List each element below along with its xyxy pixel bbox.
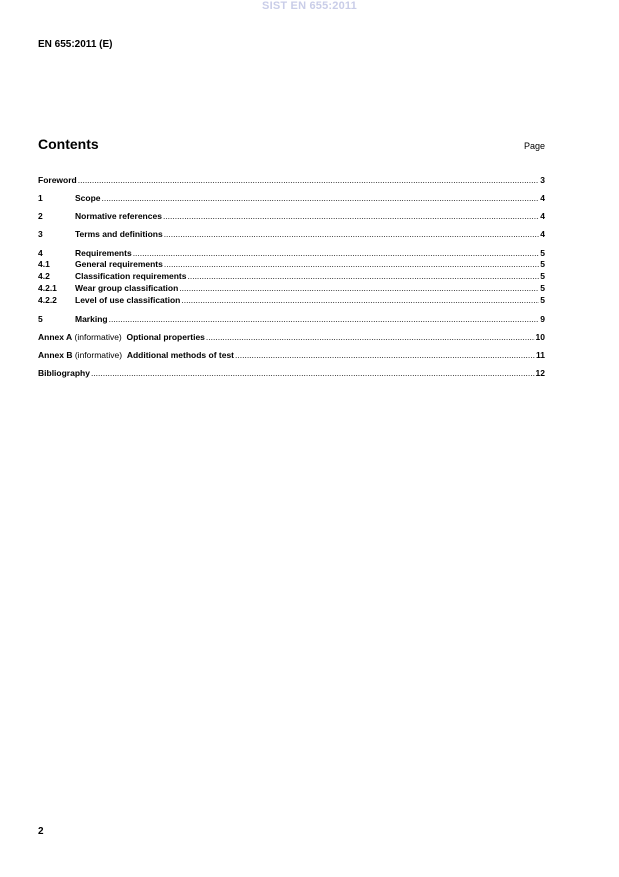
- toc-number: 4.2.1: [38, 283, 57, 293]
- toc-title: [38, 332, 205, 342]
- toc-entry-classification-requirements[interactable]: [38, 271, 545, 281]
- toc-entry-normative-references[interactable]: [38, 211, 545, 221]
- toc-leader: [206, 332, 535, 342]
- toc-leader: [235, 350, 535, 360]
- toc-number: 4.1: [38, 259, 50, 269]
- toc-title: Wear group classification: [75, 283, 179, 293]
- toc-leader: [164, 259, 539, 269]
- toc-number: 4: [38, 248, 43, 258]
- toc-entry-marking[interactable]: [38, 314, 545, 324]
- toc-leader: [78, 175, 540, 185]
- annex-title: Optional properties: [126, 332, 205, 342]
- toc-page: 5: [540, 283, 545, 293]
- toc-title: Level of use classification: [75, 295, 181, 305]
- toc-leader: [181, 295, 539, 305]
- annex-label: Annex B: [38, 350, 73, 360]
- toc-page: 5: [540, 271, 545, 281]
- toc-title: Classification requirements: [75, 271, 187, 281]
- annex-type: (informative): [72, 332, 127, 342]
- toc-entry-annex-b[interactable]: [38, 350, 545, 360]
- toc-entry-wear-group-classification[interactable]: [38, 283, 545, 293]
- toc-entry-foreword[interactable]: [38, 175, 545, 185]
- contents-heading: Contents: [38, 136, 99, 152]
- toc-page: 5: [540, 259, 545, 269]
- toc-leader: [164, 229, 540, 239]
- toc-entry-scope[interactable]: [38, 193, 545, 203]
- toc-number: 3: [38, 229, 43, 239]
- toc-page: 4: [540, 193, 545, 203]
- toc-page: 10: [535, 332, 545, 342]
- toc-leader: [91, 368, 535, 378]
- watermark: SIST EN 655:2011: [262, 0, 357, 12]
- toc-page: 5: [540, 248, 545, 258]
- document-id: EN 655:2011 (E): [38, 39, 113, 50]
- page-number: 2: [38, 826, 44, 837]
- toc-title: General requirements: [75, 259, 163, 269]
- toc-title: [38, 350, 234, 360]
- toc-leader: [179, 283, 539, 293]
- toc-number: 2: [38, 211, 43, 221]
- toc-page: 5: [540, 295, 545, 305]
- toc-entry-level-of-use-classification[interactable]: [38, 295, 545, 305]
- toc-leader: [102, 193, 540, 203]
- annex-title: Additional methods of test: [126, 350, 235, 360]
- toc-leader: [109, 314, 540, 324]
- toc-title: Requirements: [75, 248, 132, 258]
- toc-number: 5: [38, 314, 43, 324]
- toc-leader: [187, 271, 539, 281]
- toc-entry-terms-and-definitions[interactable]: [38, 229, 545, 239]
- toc-title: Marking: [75, 314, 108, 324]
- toc-page: 3: [540, 175, 545, 185]
- toc-leader: [163, 211, 539, 221]
- annex-type: (informative): [72, 350, 127, 360]
- toc-page: 9: [540, 314, 545, 324]
- toc-leader: [133, 248, 540, 258]
- toc-title: Foreword: [38, 175, 77, 185]
- toc-entry-general-requirements[interactable]: [38, 259, 545, 269]
- toc-title: Scope: [75, 193, 101, 203]
- toc-page: 12: [535, 368, 545, 378]
- toc-title: Bibliography: [38, 368, 90, 378]
- toc-page: 11: [536, 350, 545, 360]
- page-column-label: Page: [523, 141, 545, 151]
- toc-entry-requirements[interactable]: [38, 248, 545, 258]
- toc-number: 4.2.2: [38, 295, 57, 305]
- toc-title: Terms and definitions: [75, 229, 163, 239]
- toc-page: 4: [540, 229, 545, 239]
- toc-title: Normative references: [75, 211, 162, 221]
- toc-number: 4.2: [38, 271, 50, 281]
- toc-entry-bibliography[interactable]: [38, 368, 545, 378]
- annex-label: Annex A: [38, 332, 73, 342]
- toc-number: 1: [38, 193, 43, 203]
- toc-entry-annex-a[interactable]: [38, 332, 545, 342]
- toc-page: 4: [540, 211, 545, 221]
